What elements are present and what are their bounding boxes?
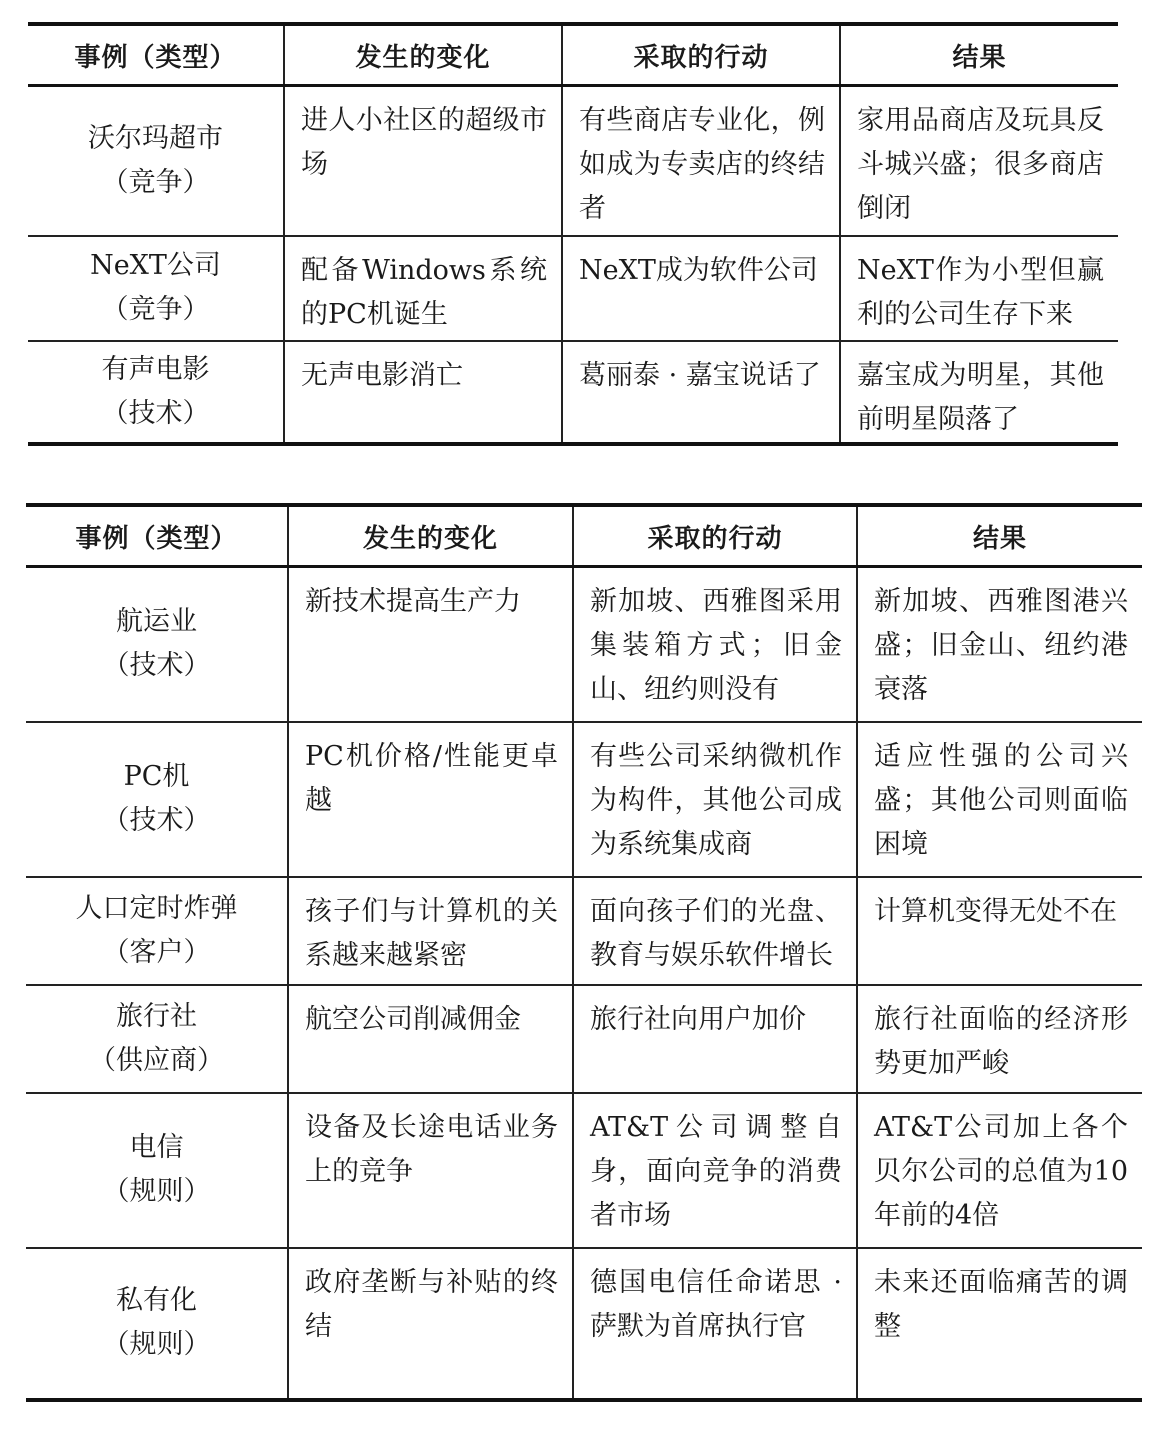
header-result: 结果 [857,505,1142,567]
table-row [26,1248,1142,1400]
case-cell [26,1093,288,1248]
action-cell: 有些公司采纳微机作为构件，其他公司成为系统集成商 [573,722,857,877]
action-cell: AT&T公司调整自身，面向竞争的消费者市场 [573,1093,857,1248]
change-cell: 配备Windows系统的PC机诞生 [284,236,562,341]
case-name: NeXT公司 [90,250,221,281]
case-name: 旅行社 [116,1000,197,1032]
header-row [26,505,1142,567]
case-name: 航运业 [116,606,197,638]
header-row [28,24,1118,86]
header-action: 采取的行动 [573,505,857,567]
case-name: 沃尔玛超市 [88,122,223,154]
case-type: （技术） [102,805,211,836]
case-type: （技术） [101,397,210,429]
table-row [26,985,1142,1093]
case-cell [26,567,288,722]
table-row [26,877,1142,985]
action-cell: NeXT成为软件公司 [562,236,840,341]
result-cell: 适应性强的公司兴盛；其他公司则面临困境 [857,722,1142,877]
case-name: 人口定时炸弹 [75,892,238,924]
result-cell: 嘉宝成为明星，其他前明星陨落了 [840,341,1118,444]
result-cell: 未来还面临痛苦的调整 [857,1248,1142,1400]
case-type: （供应商） [89,1044,224,1076]
case-name: 电信 [129,1132,184,1163]
case-cell [26,722,288,877]
header-result: 结果 [840,24,1118,86]
table-row [26,1093,1142,1248]
header-change: 发生的变化 [284,24,562,86]
result-cell: NeXT作为小型但赢利的公司生存下来 [840,236,1118,341]
case-type: （客户） [102,936,211,968]
table-row [26,567,1142,722]
action-cell: 德国电信任命诺思 · 萨默为首席执行官 [573,1248,857,1400]
header-action: 采取的行动 [562,24,840,86]
case-name: 有声电影 [101,353,210,385]
result-cell: 家用品商店及玩具反斗城兴盛；很多商店倒闭 [840,86,1118,236]
change-cell: 政府垄断与补贴的终结 [288,1248,573,1400]
change-cell: 无声电影消亡 [284,341,562,444]
header-case: 事例（类型） [26,505,288,567]
case-type: （规则） [102,1176,211,1207]
result-cell: AT&T公司加上各个贝尔公司的总值为10年前的4倍 [857,1093,1142,1248]
case-type: （竞争） [101,166,210,198]
change-cell: 航空公司削减佣金 [288,985,573,1093]
case-cell [28,86,284,236]
case-cell [26,877,288,985]
case-type: （竞争） [101,294,210,325]
case-type: （规则） [102,1329,211,1360]
change-cell: 孩子们与计算机的关系越来越紧密 [288,877,573,985]
change-cell: PC机价格/性能更卓越 [288,722,573,877]
header-change: 发生的变化 [288,505,573,567]
case-cell [28,341,284,444]
result-cell: 旅行社面临的经济形势更加严峻 [857,985,1142,1093]
action-cell: 面向孩子们的光盘、教育与娱乐软件增长 [573,877,857,985]
table-row [26,722,1142,877]
change-cell: 新技术提高生产力 [288,567,573,722]
table-row [28,236,1118,341]
action-cell: 有些商店专业化，例如成为专卖店的终结者 [562,86,840,236]
case-cell [26,1248,288,1400]
table-row [28,341,1118,444]
cases-table-2 [26,503,1142,1402]
header-case: 事例（类型） [28,24,284,86]
action-cell: 旅行社向用户加价 [573,985,857,1093]
change-cell: 设备及长途电话业务上的竞争 [288,1093,573,1248]
case-name: PC机 [123,761,190,792]
action-cell: 新加坡、西雅图采用集装箱方式；旧金山、纽约则没有 [573,567,857,722]
case-type: （技术） [102,650,211,682]
table-row [28,86,1118,236]
case-cell [26,985,288,1093]
case-name: 私有化 [116,1285,197,1316]
cases-table-1 [28,22,1118,446]
change-cell: 进人小社区的超级市场 [284,86,562,236]
result-cell: 计算机变得无处不在 [857,877,1142,985]
case-cell [28,236,284,341]
result-cell: 新加坡、西雅图港兴盛；旧金山、纽约港衰落 [857,567,1142,722]
action-cell: 葛丽泰 · 嘉宝说话了 [562,341,840,444]
